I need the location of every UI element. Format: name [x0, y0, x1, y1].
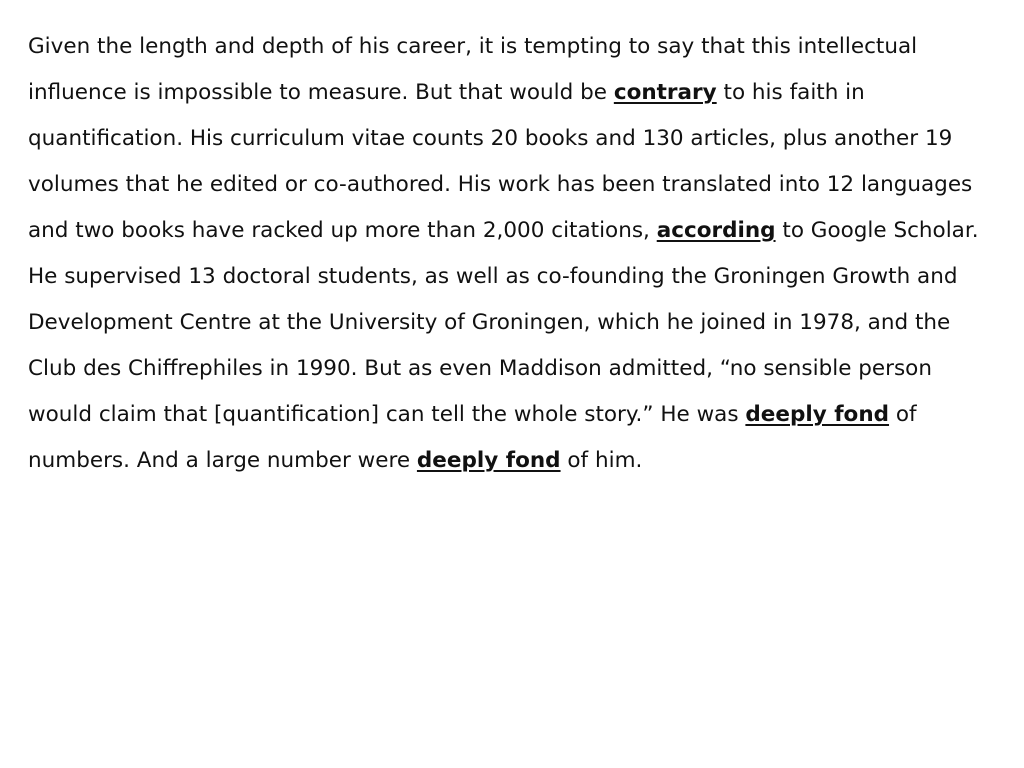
highlighted-term-deeply-fond: deeply fond	[745, 402, 890, 427]
highlighted-term-contrary: contrary	[613, 80, 717, 105]
text-segment: to his faith in quantification. His curriculum vitae counts 20 books and 130 articles, plus another 19 volumes that he edited or co-authored. His work has been translated into 12 languages and two books have racked up more than 2,000 citations,	[28, 80, 973, 243]
text-segment: Given the length and depth of his career, it is tempting to say that this intellectual influence is impossible to measure. But that would be	[28, 34, 918, 105]
paragraph	[28, 24, 988, 484]
text-segment: of him.	[567, 448, 643, 473]
text-segment: to Google Scholar. He supervised 13 doctoral students, as well as co-founding the Groningen Growth and Development Centre at the University of Groningen, which he joined in 1978, and the Club des Chiffrephiles in 1990. But as even Maddison admitted, “no sensible person would claim that [quantification] can tell the whole story.” He was	[28, 218, 979, 427]
highlighted-term-according: according	[656, 218, 776, 243]
text-segment: of numbers. And a large number were	[28, 402, 917, 473]
highlighted-term-deeply-fond-2: deeply fond	[416, 448, 561, 473]
document-body	[28, 24, 988, 484]
